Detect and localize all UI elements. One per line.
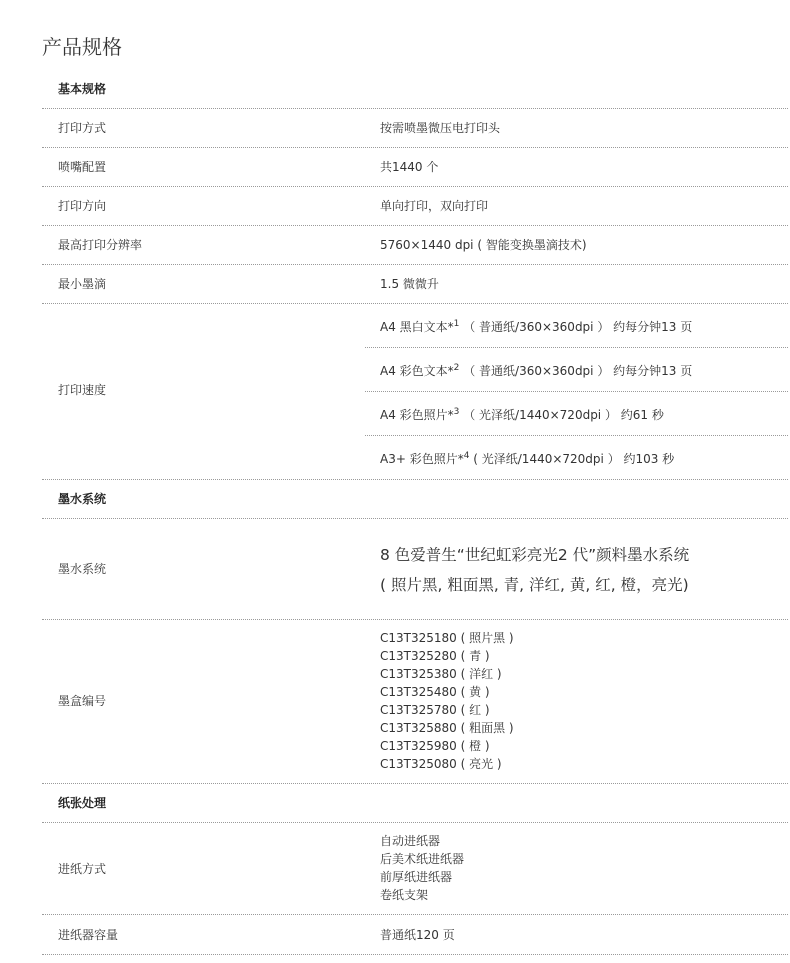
spec-value-print-method: 按需喷墨微压电打印头 [380, 121, 501, 135]
footnote-ref: 2 [453, 363, 460, 373]
divider [42, 303, 788, 304]
spec-label-paper-feed: 进纸方式 [58, 862, 107, 876]
speed-row-detail: （ 普通纸/360×360dpi ） 约每分钟13 页 [459, 364, 693, 378]
divider [42, 783, 788, 784]
spec-value-droplet: 1.5 微微升 [380, 277, 439, 291]
divider [42, 108, 788, 109]
list-item: 前厚纸进纸器 [380, 870, 453, 884]
speed-row-detail: ( 光泽纸/1440×720dpi ） 约103 秒 [469, 452, 675, 466]
list-item: C13T325280 ( 青 ) [380, 649, 490, 663]
page-title: 产品规格 [42, 35, 122, 59]
speed-row-detail: （ 普通纸/360×360dpi ） 约每分钟13 页 [459, 320, 693, 334]
spec-label-print-method: 打印方式 [58, 121, 107, 135]
list-item: 后美术纸进纸器 [380, 852, 465, 866]
spec-label-ink-system: 墨水系统 [58, 562, 107, 576]
spec-label-capacity: 进纸器容量 [58, 928, 119, 942]
divider [42, 479, 788, 480]
speed-row [380, 320, 692, 334]
divider [42, 186, 788, 187]
divider [365, 435, 788, 436]
list-item: C13T325380 ( 洋红 ) [380, 667, 502, 681]
spec-label-speed: 打印速度 [58, 383, 107, 397]
divider [42, 954, 788, 955]
speed-row-text: A4 黑白文本* [380, 320, 454, 334]
list-item: C13T325080 ( 亮光 ) [380, 757, 502, 771]
divider [42, 822, 788, 823]
spec-label-nozzle: 喷嘴配置 [58, 160, 107, 174]
spec-value-resolution: 5760×1440 dpi ( 智能变换墨滴技术) [380, 238, 587, 252]
spec-value-ink-system-line2: ( 照片黑, 粗面黑, 青, 洋红, 黄, 红, 橙，亮光) [380, 576, 689, 594]
divider [42, 147, 788, 148]
list-item: 卷纸支架 [380, 888, 429, 902]
spec-label-direction: 打印方向 [58, 199, 107, 213]
list-item: C13T325980 ( 橙 ) [380, 739, 490, 753]
section-header-basic: 基本规格 [58, 82, 107, 96]
cartridge-list [380, 629, 514, 773]
spec-value-capacity: 普通纸120 页 [380, 928, 455, 942]
divider [42, 914, 788, 915]
paper-feed-list [380, 832, 464, 904]
list-item: 自动进纸器 [380, 834, 441, 848]
divider [42, 264, 788, 265]
footnote-ref: 3 [453, 407, 460, 417]
list-item: C13T325880 ( 粗面黑 ) [380, 721, 514, 735]
speed-row-text: A3+ 彩色照片* [380, 452, 464, 466]
speed-row [380, 408, 664, 422]
list-item: C13T325180 ( 照片黑 ) [380, 631, 514, 645]
speed-row-text: A4 彩色文本* [380, 364, 454, 378]
list-item: C13T325480 ( 黄 ) [380, 685, 490, 699]
section-header-paper: 纸张处理 [58, 796, 107, 810]
speed-row [380, 452, 674, 466]
list-item: C13T325780 ( 红 ) [380, 703, 490, 717]
divider [42, 518, 788, 519]
footnote-ref: 4 [463, 451, 470, 461]
speed-row [380, 364, 692, 378]
divider [42, 225, 788, 226]
divider [365, 347, 788, 348]
section-header-ink: 墨水系统 [58, 492, 107, 506]
footnote-ref: 1 [453, 319, 460, 329]
speed-row-detail: （ 光泽纸/1440×720dpi ） 约61 秒 [459, 408, 664, 422]
divider [42, 619, 788, 620]
spec-label-resolution: 最高打印分辨率 [58, 238, 143, 252]
spec-label-cartridges: 墨盒编号 [58, 694, 107, 708]
spec-value-direction: 单向打印，双向打印 [380, 199, 489, 213]
spec-value-ink-system-line1: 8 色爱普生“世纪虹彩亮光2 代”颜料墨水系统 [380, 546, 690, 564]
spec-label-droplet: 最小墨滴 [58, 277, 107, 291]
speed-row-text: A4 彩色照片* [380, 408, 454, 422]
divider [365, 391, 788, 392]
spec-value-nozzle: 共1440 个 [380, 160, 439, 174]
